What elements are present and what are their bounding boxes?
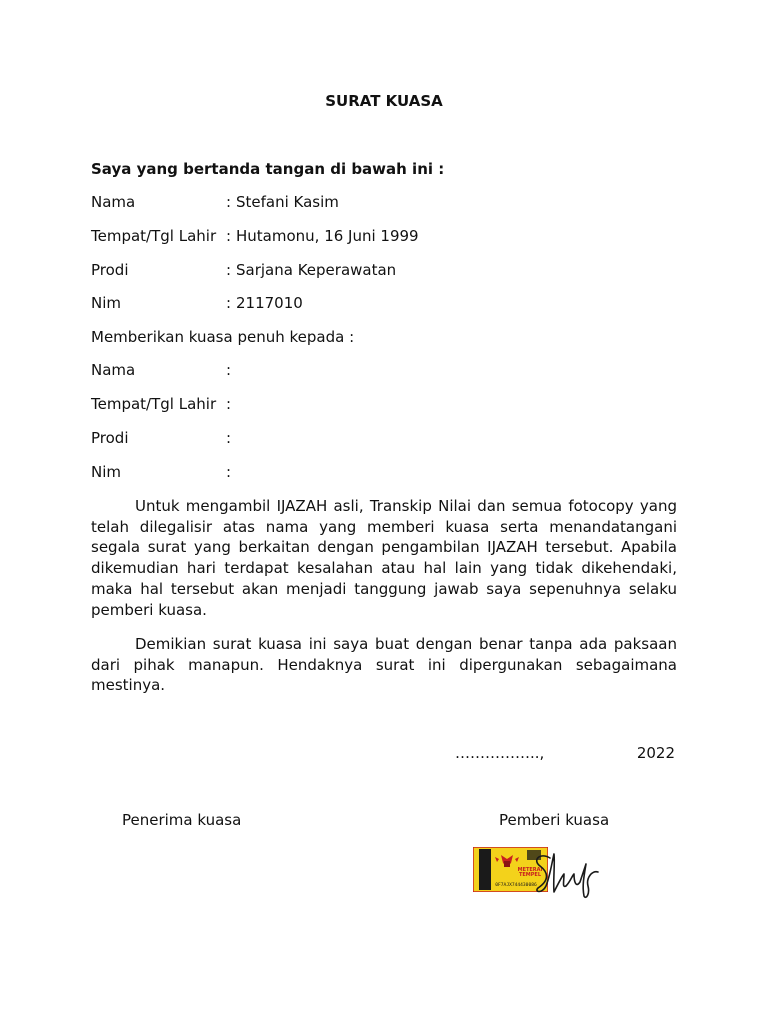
body-paragraph-closing: Demikian surat kuasa ini saya buat dengan benar tanpa ada paksaan dari pihak manapun. Hendaknya surat ini dipergunakan sebagaimana mestinya. — [91, 635, 677, 695]
field-label: Tempat/Tgl Lahir — [91, 395, 217, 413]
giver-label: Pemberi kuasa — [499, 811, 610, 829]
field-separator: : — [226, 227, 232, 245]
body-paragraph-purpose: Untuk mengambil IJAZAH asli, Transkip Nilai dan semua fotocopy yang telah dilegalisir atas nama yang memberi kuasa serta menandatangani segala surat yang berkaitan dengan pengambilan IJAZAH tersebut. Apabila dikemudian hari terdapat kesalahan atau hal lain yang tidak dikehendaki, maka hal tersebut akan menjadi tanggung jawab saya sepenuhnya selaku pemberi kuasa. — [91, 497, 677, 619]
year: 2022 — [636, 744, 675, 762]
signature-stroke — [537, 854, 598, 897]
grantor-name-value: Stefani Kasim — [236, 193, 339, 211]
document-title: SURAT KUASA — [325, 92, 443, 110]
grantee-nim-row — [91, 463, 691, 485]
field-label: Prodi — [91, 429, 129, 447]
field-separator: : — [226, 463, 232, 481]
field-label: Tempat/Tgl Lahir — [91, 227, 217, 245]
field-label: Nim — [91, 294, 121, 312]
grantor-nim-value: 2117010 — [236, 294, 303, 312]
grantor-birth-row — [91, 227, 691, 249]
stamp-text-mid: TEMPEL — [518, 872, 542, 878]
grantee-birth-row — [91, 395, 691, 417]
stamp-text-top: METERAI — [517, 867, 543, 873]
field-label: Nama — [91, 361, 136, 379]
grantor-birth-value: Hutamonu, 16 Juni 1999 — [236, 227, 419, 245]
field-separator: : — [226, 395, 232, 413]
field-label: Nama — [91, 193, 136, 211]
signature — [528, 846, 603, 902]
field-label: Nim — [91, 463, 121, 481]
field-separator: : — [226, 193, 232, 211]
receiver-label: Penerima kuasa — [122, 811, 242, 829]
place-placeholder: …………….., — [455, 744, 545, 762]
grantor-prodi-value: Sarjana Keperawatan — [236, 261, 397, 279]
field-label: Prodi — [91, 261, 129, 279]
grantor-name-row — [91, 193, 691, 215]
field-separator: : — [226, 429, 232, 447]
stamp-security-strip — [479, 849, 491, 890]
grantor-nim-row — [91, 294, 691, 316]
grant-statement: Memberikan kuasa penuh kepada : — [91, 328, 355, 346]
grantee-name-row — [91, 361, 691, 383]
intro-statement: Saya yang bertanda tangan di bawah ini : — [91, 160, 445, 178]
stamp-serial: 0F7AJX744430086 — [495, 883, 537, 888]
field-separator: : — [226, 294, 232, 312]
field-separator: : — [226, 261, 232, 279]
grantee-prodi-row — [91, 429, 691, 451]
field-separator: : — [226, 361, 232, 379]
grantor-prodi-row — [91, 261, 691, 283]
